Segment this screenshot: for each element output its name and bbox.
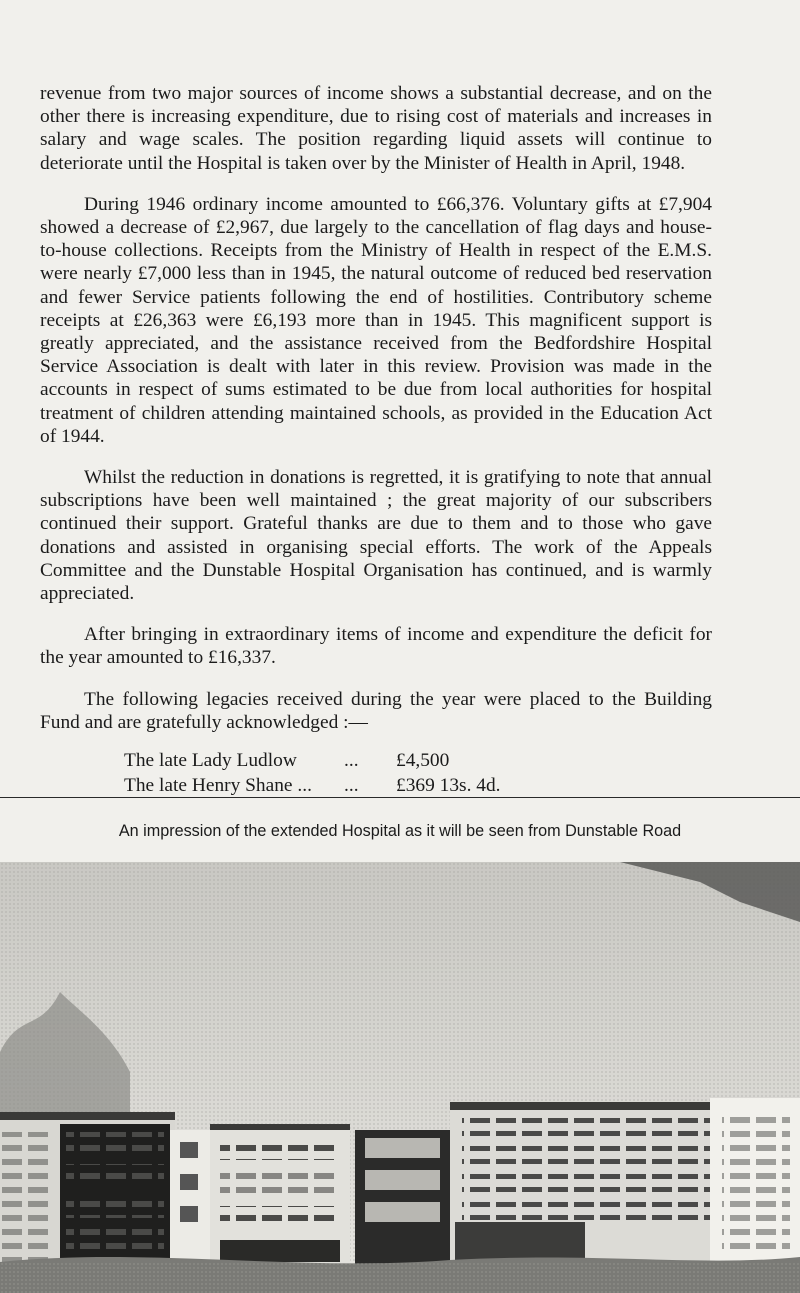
legacy-amount: £4,500 bbox=[396, 750, 450, 772]
document-body bbox=[40, 82, 712, 798]
legacy-amount: £369 13s. 4d. bbox=[396, 775, 501, 797]
legacy-leader: ... bbox=[344, 750, 359, 772]
paragraph-revenue: revenue from two major sources of income shows a substantial decrease, and on the other there is increasing expenditure, due to rising cost of materials and increases in salary and wage scales. The position regarding liquid assets will continue to deteriorate until the Hospital is taken over by the Minister of Health in April, 1948. bbox=[40, 83, 712, 174]
paragraph-donations: Whilst the reduction in donations is regretted, it is gratifying to note that annual subscriptions have been well maintained ; the great majority of our subscribers continued their support. Grateful thanks are due to them and to those who gave donations and assisted in organising special efforts. The work of the Appeals Committee and the Dunstable Hospital Organisation has continued, and is warmly appreciated. bbox=[40, 467, 712, 605]
legacy-name: The late Lady Ludlow bbox=[124, 750, 297, 772]
paragraph-income-1946: During 1946 ordinary income amounted to £66,376. Voluntary gifts at £7,904 showed a decrease of £2,967, due largely to the cancellation of flag days and house-to-house collections. Receipts from the Ministry of Health in respect of the E.M.S. were nearly £7,000 less than in 1945, the natural outcome of reduced bed reservation and fewer Service patients following the end of hostilities. Contributory scheme receipts at £26,363 were £6,193 more than in 1945. This magnificent support is greatly appreciated, and the assistance received from the Bedfordshire Hospital Service Association is dealt with later in this review. Provision was made in the accounts in respect of sums estimated to be due from local authorities for hospital treatment of children attending maintained schools, as provided in the Education Act of 1944. bbox=[40, 193, 712, 447]
legacies-list bbox=[124, 748, 712, 798]
hospital-illustration bbox=[0, 862, 800, 1293]
section-divider bbox=[0, 797, 800, 798]
legacy-leader: ... bbox=[344, 775, 359, 797]
illustration-caption: An impression of the extended Hospital as it will be seen from Dunstable Road bbox=[118, 822, 682, 840]
paragraph-deficit: After bringing in extraordinary items of income and expenditure the deficit for the year amounted to £16,337. bbox=[40, 624, 712, 669]
legacy-row bbox=[124, 773, 712, 798]
legacy-name: The late Henry Shane ... bbox=[124, 775, 312, 797]
legacy-row bbox=[124, 748, 712, 773]
paragraph-legacies-intro: The following legacies received during the year were placed to the Building Fund and are gratefully acknowledged :— bbox=[40, 688, 712, 733]
